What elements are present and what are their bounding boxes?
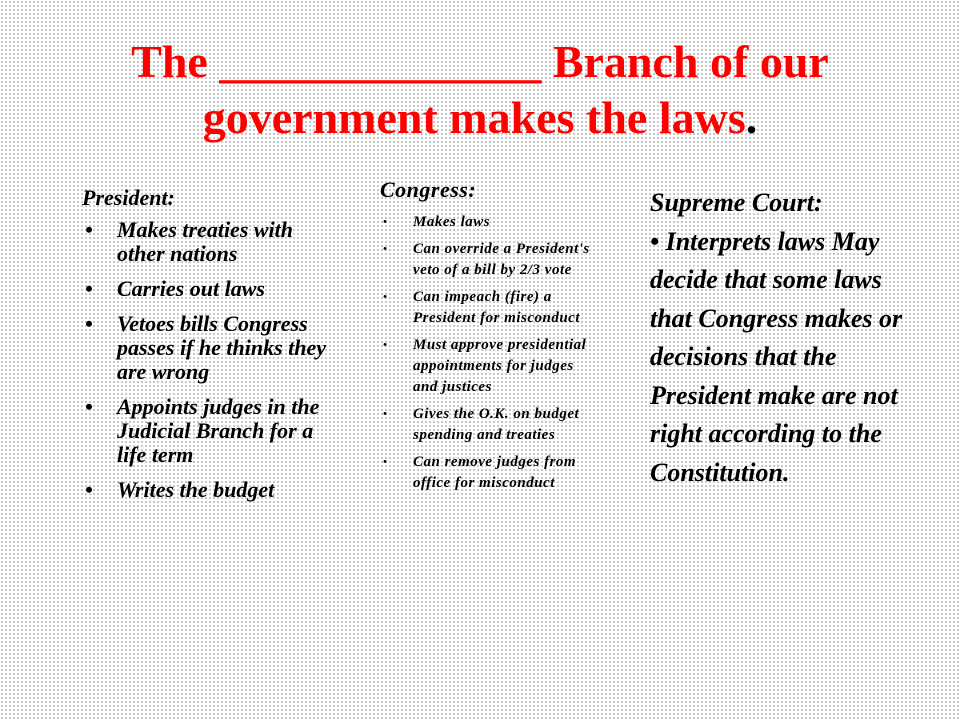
slide-title-text: The ______________ Branch of our government makes the laws (131, 36, 829, 143)
president-item (82, 218, 344, 266)
congress-item-text: Must approve presidential appointments for judges and justices (413, 337, 587, 395)
president-list (82, 218, 344, 502)
supreme-court-body: • Interprets laws May decide that some laws that Congress makes or decisions that the President make are not right according to the Constitution. (650, 226, 903, 487)
congress-item (380, 335, 602, 398)
slide-title (60, 34, 900, 146)
bullet-icon: • (85, 311, 93, 336)
congress-list (380, 212, 602, 494)
president-item-text: Makes treaties with other nations (117, 217, 294, 266)
bullet-icon: • (85, 217, 93, 242)
bullet-icon: • (85, 276, 93, 301)
congress-item (380, 452, 602, 494)
president-item (82, 395, 344, 467)
congress-item-text: Can override a President's veto of a bill by 2/3 vote (413, 241, 590, 278)
congress-item (380, 287, 602, 329)
bullet-icon: • (383, 291, 388, 303)
congress-item-text: Can remove judges from office for misconduct (413, 454, 577, 491)
congress-item-text: Makes laws (413, 214, 491, 230)
president-item-text: Writes the budget (117, 477, 275, 502)
president-item-text: Vetoes bills Congress passes if he thinks they are wrong (117, 311, 327, 384)
president-item-text: Carries out laws (117, 276, 265, 301)
president-item (82, 277, 344, 301)
president-heading: President: (82, 185, 175, 210)
bullet-icon: • (383, 408, 388, 420)
congress-column (380, 176, 602, 500)
president-item (82, 312, 344, 384)
president-column (82, 184, 344, 513)
bullet-icon: • (383, 339, 388, 351)
congress-heading: Congress: (380, 177, 477, 202)
congress-item (380, 239, 602, 281)
president-item-text: Appoints judges in the Judicial Branch for a life term (117, 394, 320, 467)
congress-item (380, 212, 602, 233)
bullet-icon: • (383, 216, 388, 228)
bullet-icon: • (85, 394, 93, 419)
slide-title-period: . (745, 92, 758, 143)
president-item (82, 478, 344, 502)
bullet-icon: • (383, 456, 388, 468)
supreme-court-column (650, 184, 920, 492)
bullet-icon: • (85, 477, 93, 502)
bullet-icon: • (383, 243, 388, 255)
congress-item (380, 404, 602, 446)
congress-item-text: Can impeach (fire) a President for misconduct (413, 289, 581, 326)
supreme-court-heading: Supreme Court: (650, 188, 823, 217)
congress-item-text: Gives the O.K. on budget spending and treaties (413, 406, 580, 443)
